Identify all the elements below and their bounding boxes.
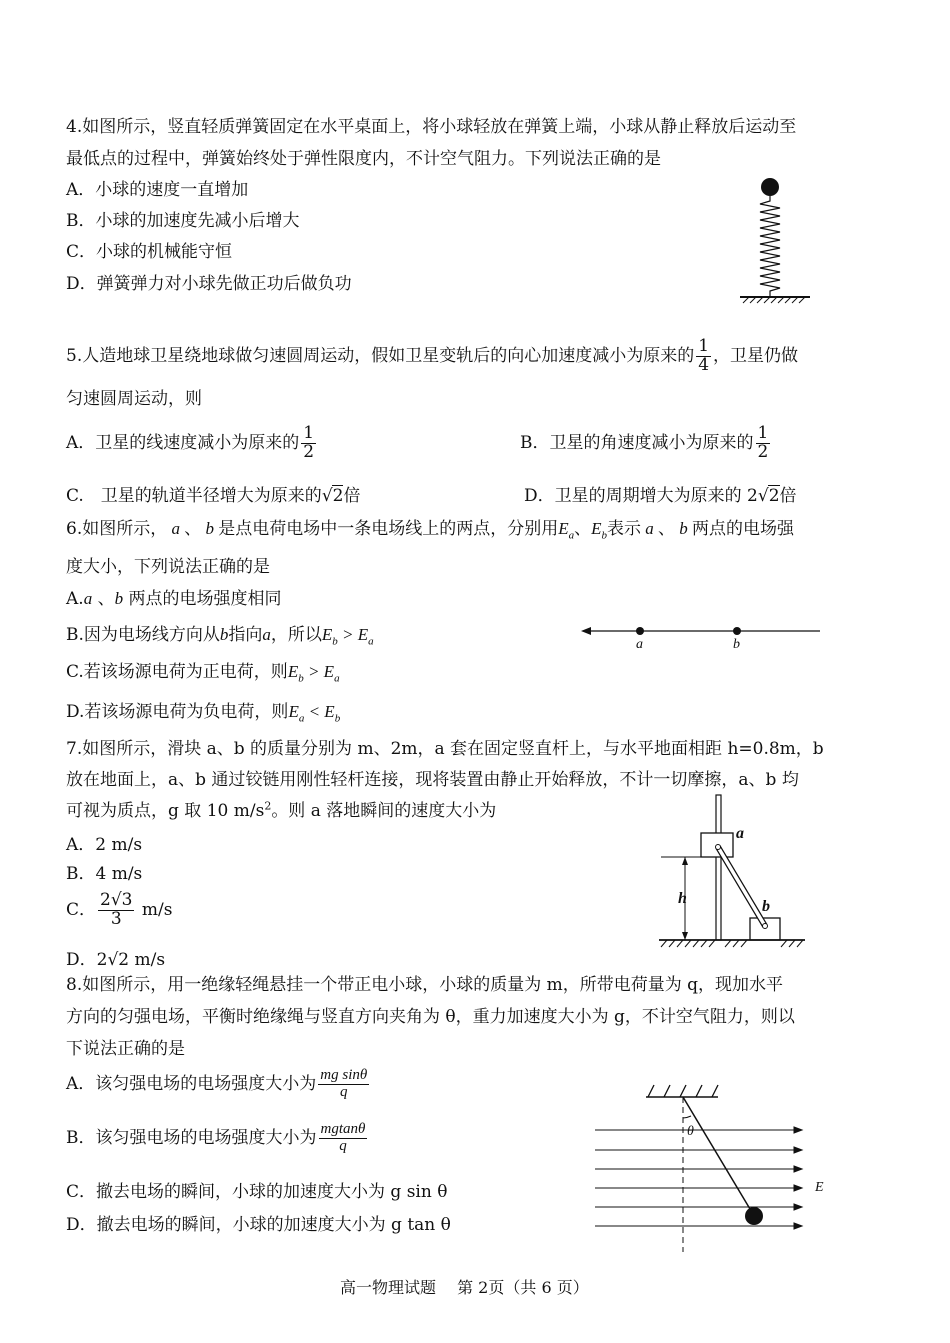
label-theta: θ [687, 1124, 694, 1139]
label-point-b: b [733, 637, 740, 652]
spring-ball-diagram [735, 175, 815, 305]
q5-option-d: D．卫星的周期增大为原来的 2√2倍 [524, 486, 797, 506]
q6-stem-line1: 6.如图所示， a 、 b 是点电荷电场中一条电场线上的两点，分别用$E_a$、$E_b$表示 a 、 b 两点的电场强 [66, 519, 795, 542]
ball-icon [761, 178, 779, 196]
vertical-pole [716, 795, 721, 940]
field-line-diagram [575, 620, 825, 660]
q4-option-b: B．小球的加速度先减小后增大 [66, 211, 300, 231]
q8-stem-line2: 方向的匀强电场，平衡时绝缘绳与竖直方向夹角为 θ，重力加速度大小为 g，不计空气阻力，则以 [66, 1007, 795, 1027]
q5-option-a: A．卫星的线速度减小为原来的 $\frac{1}{2}$ [66, 423, 315, 462]
q8-option-d: D．撤去电场的瞬间，小球的加速度大小为 g tan θ [66, 1215, 451, 1235]
q8-option-b: B．该匀强电场的电场强度大小为 $\frac{mgtan\theta}{q}$ [66, 1121, 366, 1154]
arrow-left-icon [581, 627, 591, 635]
q5-stem-line2: 匀速圆周运动，则 [66, 389, 202, 409]
q6-option-a: A.a 、b 两点的电场强度相同 [66, 589, 282, 609]
charged-ball-icon [745, 1207, 763, 1225]
q4-stem-line1: 4.如图所示，竖直轻质弹簧固定在水平桌面上，将小球轻放在弹簧上端，小球从静止释放后运动至 [66, 117, 797, 137]
q4-stem-line2: 最低点的过程中，弹簧始终处于弹性限度内，不计空气阻力。下列说法正确的是 [66, 149, 661, 169]
pendulum-field-diagram [590, 1080, 830, 1255]
q5-option-b: B．卫星的角速度减小为原来的 $\frac{1}{2}$ [520, 423, 769, 462]
page-footer: 高一物理试题 第 2页（共 6 页） [340, 1278, 589, 1297]
q7-option-d: D．2√2 m/s [66, 950, 166, 970]
spring-icon [760, 196, 780, 296]
slider-rod-diagram [655, 795, 815, 955]
ground-hatch [661, 940, 803, 947]
label-slider-a: a [736, 825, 744, 842]
point-b [733, 627, 741, 635]
q4-option-d: D．弹簧弹力对小球先做正功后做负功 [66, 274, 352, 294]
q7-option-b: B．4 m/s [66, 864, 143, 884]
label-slider-b: b [762, 898, 770, 915]
q6-option-d: D.若该场源电荷为负电荷，则$E_a < E_b$ [66, 702, 341, 725]
q7-stem-line2: 放在地面上，a、b 通过铰链用刚性轻杆连接，现将装置由静止开始释放，不计一切摩擦，a、b 均 [66, 770, 799, 790]
q8-option-a: A．该匀强电场的电场强度大小为 $\frac{\text{mg sinθ}}{q}$ [66, 1067, 368, 1100]
q6-option-c: C.若该场源电荷为正电荷，则$E_b > E_a$ [66, 662, 340, 685]
label-h: h [678, 890, 687, 907]
q7-option-a: A．2 m/s [66, 835, 143, 855]
label-field-e: E [815, 1180, 824, 1195]
q6-option-b: B.因为电场线方向从b指向a，所以$E_b > E_a$ [66, 625, 374, 648]
q7-stem-line1: 7.如图所示，滑块 a、b 的质量分别为 m、2m，a 套在固定竖直杆上，与水平地面相距 h=0.8m，b [66, 739, 824, 759]
q5-option-c: C. 卫星的轨道半径增大为原来的√2倍 [66, 486, 361, 506]
q8-option-c: C．撤去电场的瞬间，小球的加速度大小为 g sin θ [66, 1182, 448, 1202]
q8-stem-line1: 8.如图所示，用一绝缘轻绳悬挂一个带正电小球，小球的质量为 m，所带电荷量为 q，现加水平 [66, 975, 784, 995]
label-point-a: a [636, 637, 643, 652]
string [683, 1097, 753, 1214]
q8-stem-line3: 下说法正确的是 [66, 1039, 185, 1059]
point-a [636, 627, 644, 635]
q4-option-c: C．小球的机械能守恒 [66, 242, 233, 262]
q4-option-a: A．小球的速度一直增加 [66, 180, 249, 200]
q7-option-c: C． $\frac{2√3}{3}$ m/s [66, 890, 173, 929]
angle-arc [683, 1116, 691, 1118]
fraction-one-quarter: $\frac{1}{4}$ [698, 336, 710, 375]
q6-stem-line2: 度大小，下列说法正确的是 [66, 557, 270, 577]
q7-stem-line3: 可视为质点，g 取 10 $m/s^2$。则 a 落地瞬间的速度大小为 [66, 799, 497, 821]
q5-stem-line1: 5.人造地球卫星绕地球做匀速圆周运动，假如卫星变轨后的向心加速度减小为原来的 $\frac{1}{4}$ ，卫星仍做 [66, 336, 799, 375]
ceiling-hatch [648, 1085, 718, 1097]
field-lines [595, 1127, 802, 1229]
